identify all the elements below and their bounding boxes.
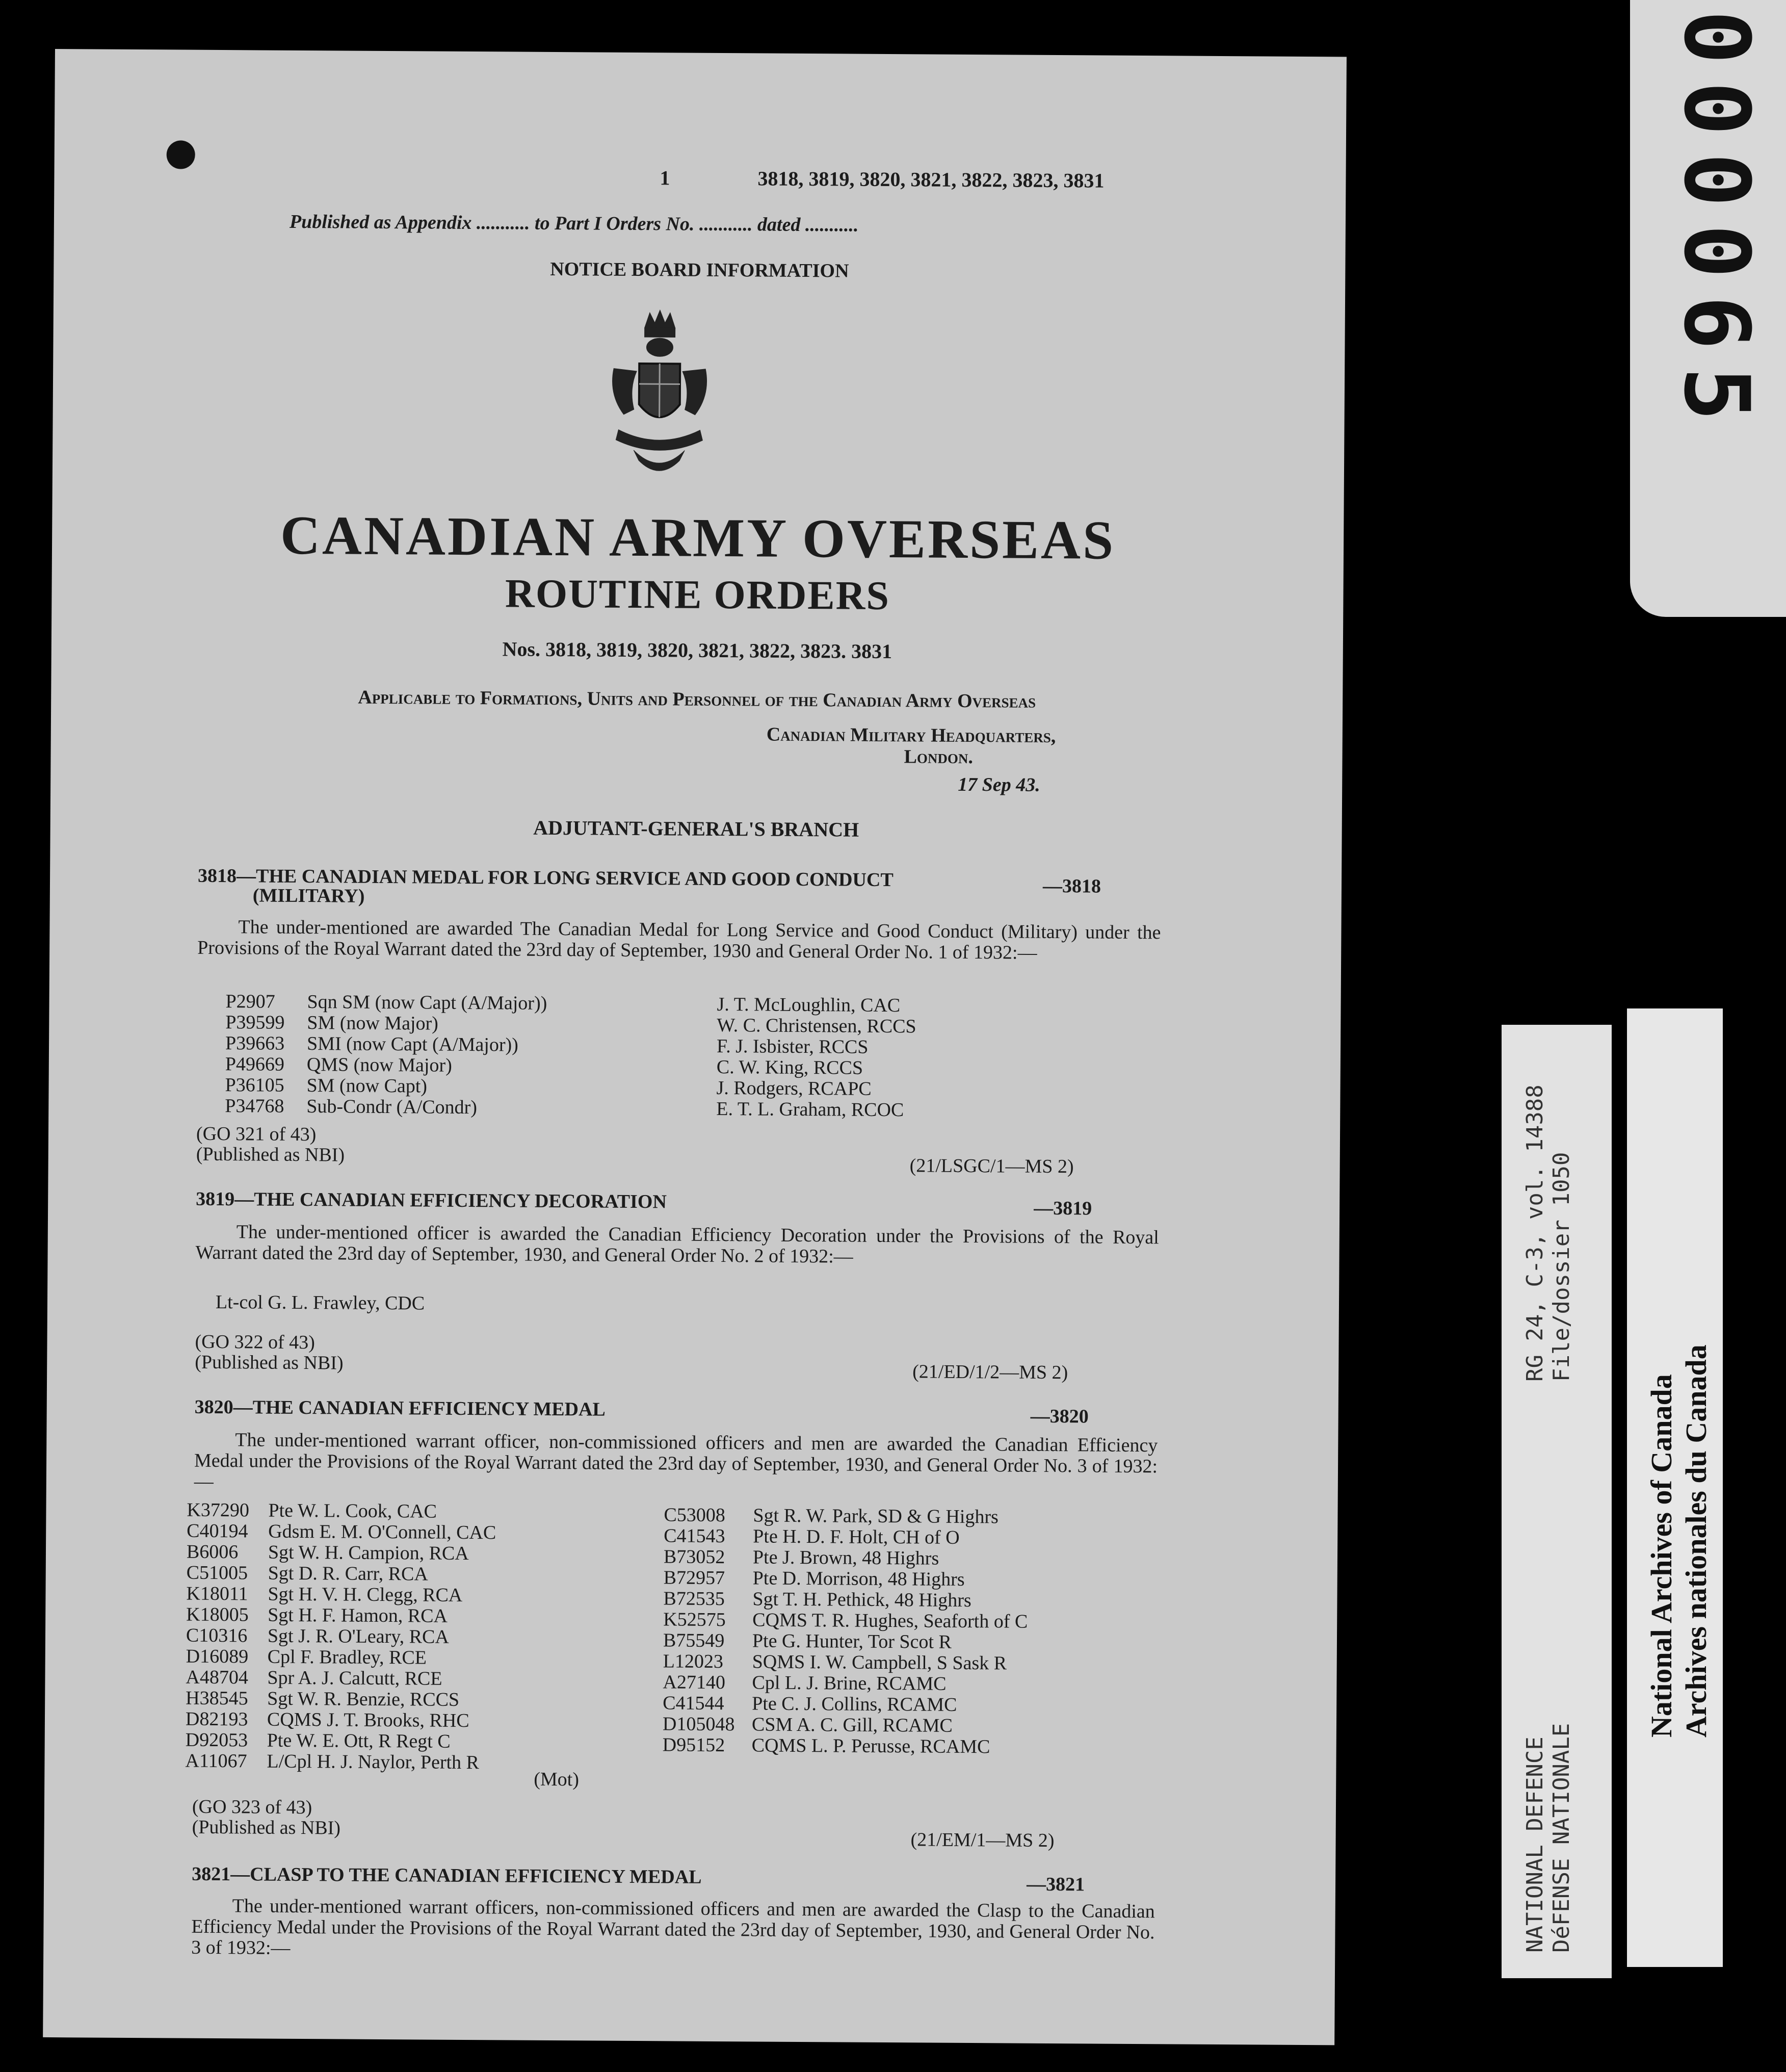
list-item — [225, 1075, 427, 1097]
awardee-name: CQMS T. R. Hughes, Seaforth of C — [752, 1609, 1028, 1633]
list-item — [663, 1609, 1028, 1632]
hq-line-1: Canadian Military Headquarters, — [766, 723, 1056, 747]
service-number: P39599 — [225, 1012, 285, 1033]
national-archives-strip — [1627, 1008, 1723, 1967]
rank: Sub-Condr (A/Condr) — [306, 1096, 478, 1119]
list-item — [186, 1646, 427, 1669]
section-title: 3821—CLASP TO THE CANADIAN EFFICIENCY MEDAL — [192, 1863, 702, 1888]
awardee-name: Cpl F. Bradley, RCE — [267, 1646, 427, 1669]
awardee-name: CQMS L. P. Perusse, RCAMC — [751, 1734, 990, 1758]
section-title-cont: (MILITARY) — [252, 885, 365, 907]
service-number: K52575 — [663, 1609, 726, 1631]
service-number: A48704 — [186, 1666, 249, 1689]
service-number: P49669 — [225, 1053, 285, 1075]
go-reference: (GO 322 of 43) — [195, 1331, 315, 1354]
published-note: (Published as NBI) — [195, 1351, 344, 1374]
awardee-name: Sgt W. H. Campion, RCA — [268, 1541, 469, 1565]
list-item — [225, 1096, 477, 1118]
section-ref: —3818 — [1042, 875, 1101, 897]
list-item — [186, 1730, 451, 1752]
service-number: C40194 — [187, 1520, 248, 1542]
awardee: Lt-col G. L. Frawley, CDC — [215, 1291, 425, 1314]
archive-reference-line-2: File/dossier 1050 — [1548, 1152, 1574, 1382]
awardee-name: Sgt H. V. H. Clegg, RCA — [268, 1583, 463, 1606]
section-ref: —3819 — [1034, 1197, 1092, 1220]
service-number: A27140 — [663, 1671, 726, 1694]
awardee-name: SQMS I. W. Campbell, S Sask R — [752, 1651, 1007, 1674]
hq-line-2: London. — [904, 746, 974, 768]
list-item — [225, 1033, 518, 1056]
section-ref: —3820 — [1030, 1405, 1089, 1428]
service-number: B72957 — [663, 1567, 725, 1589]
awardee-name: CQMS J. T. Brooks, RHC — [267, 1708, 469, 1732]
mot-note: (Mot) — [534, 1768, 580, 1791]
go-reference: (GO 321 of 43) — [196, 1123, 317, 1146]
awardee-name: W. C. Christensen, RCCS — [717, 1014, 916, 1038]
list-item — [664, 1546, 939, 1569]
national-defence-label: NATIONAL DEFENCE — [1522, 1737, 1548, 1953]
list-item — [187, 1521, 496, 1544]
order-numbers-header: 3818, 3819, 3820, 3821, 3822, 3823, 3831 — [757, 167, 1105, 192]
list-item — [663, 1714, 953, 1736]
list-item — [663, 1672, 946, 1694]
service-number: B72535 — [663, 1588, 725, 1610]
section-paragraph: The under-mentioned officer is awarded the Canadian Efficiency Decoration under the Provisions of the Royal Warrant dated the 23rd day of September, 1930, and General Order No. 2 of 1932:— — [195, 1221, 1159, 1267]
service-number: D95152 — [662, 1734, 725, 1756]
section-title: 3820—THE CANADIAN EFFICIENCY MEDAL — [194, 1396, 606, 1420]
awardee-name: Sgt D. R. Carr, RCA — [268, 1562, 428, 1585]
national-defence-strip — [1502, 1025, 1612, 1978]
awardee-name: CSM A. C. Gill, RCAMC — [751, 1714, 953, 1737]
awardee-name: Cpl L. J. Brine, RCAMC — [752, 1672, 947, 1695]
file-reference: (21/LSGC/1—MS 2) — [909, 1155, 1074, 1178]
list-item — [225, 1054, 452, 1076]
list-item — [664, 1505, 999, 1527]
list-item — [186, 1688, 459, 1711]
awardee-name: J. Rodgers, RCAPC — [716, 1077, 872, 1100]
service-number: C51005 — [186, 1562, 248, 1584]
service-number: P39663 — [225, 1032, 285, 1054]
awardee-name: L/Cpl H. J. Naylor, Perth R — [267, 1750, 480, 1774]
service-number: K18005 — [186, 1603, 249, 1626]
service-number: P2907 — [225, 991, 275, 1013]
list-item — [187, 1500, 437, 1522]
service-number: D82193 — [185, 1708, 248, 1730]
list-item — [663, 1651, 1007, 1674]
published-note: (Published as NBI) — [196, 1143, 345, 1166]
list-item — [225, 1012, 438, 1034]
service-number: D16089 — [186, 1645, 249, 1668]
defense-nationale-label: DéFENSE NATIONALE — [1548, 1723, 1574, 1953]
list-item — [186, 1584, 462, 1606]
service-number: L12023 — [663, 1650, 724, 1673]
punch-hole — [167, 140, 195, 169]
rank: SM (now Major) — [307, 1012, 439, 1034]
service-number: A11067 — [185, 1750, 247, 1772]
service-number: K37290 — [187, 1499, 250, 1521]
rank: QMS (now Major) — [306, 1054, 452, 1076]
applicable-line: Applicable to Formations, Units and Personnel of the Canadian Army Overseas — [358, 686, 1036, 712]
service-number: C53008 — [664, 1504, 725, 1526]
list-item — [187, 1563, 428, 1585]
list-item — [663, 1734, 990, 1757]
awardee-name: Sgt W. R. Benzie, RCCS — [267, 1688, 460, 1711]
awardee-name: Gdsm E. M. O'Connell, CAC — [268, 1520, 496, 1544]
awardee-name: Pte W. L. Cook, CAC — [268, 1499, 437, 1522]
list-item — [663, 1693, 957, 1716]
service-number: C10316 — [186, 1624, 248, 1647]
awardee-name: F. J. Isbister, RCCS — [716, 1035, 869, 1058]
awardee-name: Pte C. J. Collins, RCAMC — [752, 1693, 957, 1716]
awardee-name: E. T. L. Graham, RCOC — [716, 1098, 904, 1121]
section-title: 3818—THE CANADIAN MEDAL FOR LONG SERVICE AND GOOD CONDUCT — [197, 865, 894, 891]
list-item — [186, 1667, 442, 1690]
service-number: C41544 — [663, 1692, 724, 1715]
service-number: P34768 — [225, 1095, 284, 1117]
awardee-name: Pte D. Morrison, 48 Highrs — [752, 1567, 965, 1590]
service-number: D92053 — [185, 1729, 248, 1751]
section-paragraph: The under-mentioned are awarded The Canadian Medal for Long Service and Good Conduct (Military) under the Provisions of the Royal Warrant dated the 23rd day of September, 1930 and General Order No. 1 of 1932:— — [197, 916, 1161, 964]
rank: SM (now Capt) — [306, 1075, 428, 1097]
archives-nationales-label: Archives nationales du Canada — [1679, 1344, 1713, 1738]
list-item — [225, 991, 547, 1014]
main-subtitle: ROUTINE ORDERS — [505, 571, 890, 619]
branch-heading: ADJUTANT-GENERAL'S BRANCH — [533, 816, 859, 841]
rank: Sqn SM (now Capt (A/Major)) — [307, 991, 547, 1014]
section-paragraph: The under-mentioned warrant officers, non-commissioned officers and men are awarded the Clasp to the Canadian Efficiency Medal under the Provisions of the Royal Warrant dated the 23rd day of September, 1930, and General Order No. 3 of 1932:— — [191, 1895, 1155, 1959]
service-number: K18011 — [186, 1583, 248, 1605]
notice-board-heading: NOTICE BOARD INFORMATION — [550, 258, 849, 282]
service-number: B6006 — [186, 1541, 239, 1563]
published-note: (Published as NBI) — [192, 1816, 341, 1839]
list-item — [186, 1709, 469, 1731]
page-number: 1 — [660, 166, 670, 190]
awardee-name: C. W. King, RCCS — [716, 1056, 863, 1079]
file-reference: (21/ED/1/2—MS 2) — [912, 1361, 1068, 1384]
awardee-name: Sgt J. R. O'Leary, RCA — [267, 1625, 450, 1648]
awardee-name: Pte G. Hunter, Tor Scot R — [752, 1630, 952, 1653]
national-archives-label: National Archives of Canada — [1645, 1374, 1678, 1738]
awardee-name: Pte H. D. F. Holt, CH of O — [753, 1525, 960, 1548]
awardee-name: Sgt T. H. Pethick, 48 Highrs — [752, 1588, 971, 1612]
service-number: B75549 — [663, 1629, 725, 1652]
awardee-name: Sgt R. W. Park, SD & G Highrs — [753, 1505, 999, 1528]
list-item — [663, 1630, 952, 1652]
file-reference: (21/EM/1—MS 2) — [910, 1829, 1055, 1852]
list-item — [664, 1567, 965, 1590]
service-number: B73052 — [663, 1546, 725, 1568]
service-number: H38545 — [186, 1687, 248, 1710]
service-number: P36105 — [225, 1074, 284, 1096]
awardee-name: J. T. McLoughlin, CAC — [717, 993, 901, 1017]
list-item — [186, 1604, 448, 1627]
section-title: 3819—THE CANADIAN EFFICIENCY DECORATION — [196, 1188, 667, 1213]
coat-of-arms-emblem — [603, 307, 716, 491]
rank: SMI (now Capt (A/Major)) — [306, 1033, 518, 1056]
awardee-name: Pte J. Brown, 48 Highrs — [752, 1546, 939, 1569]
awardee-name: Pte W. E. Ott, R Regt C — [267, 1729, 451, 1752]
list-item — [187, 1542, 469, 1564]
main-title: CANADIAN ARMY OVERSEAS — [280, 505, 1116, 571]
document-page — [43, 49, 1347, 2045]
section-paragraph: The under-mentioned warrant officer, non-commissioned officers and men are awarded the Canadian Efficiency Medal under the Provisions of the Royal Warrant dated the 23rd day of September, 1930, and General Order No. 3 of 1932:— — [194, 1429, 1158, 1492]
order-date: 17 Sep 43. — [958, 773, 1040, 796]
awardee-name: Sgt H. F. Hamon, RCA — [268, 1604, 448, 1627]
appendix-line: Published as Appendix ........... to Part I Orders No. ........... dated ........... — [289, 211, 859, 236]
go-reference: (GO 323 of 43) — [192, 1796, 312, 1819]
service-number: D105048 — [662, 1713, 735, 1736]
archive-reference-line-1: RG 24, C-3, vol. 14388 — [1522, 1084, 1548, 1382]
list-item — [663, 1588, 971, 1611]
section-ref: —3821 — [1026, 1873, 1085, 1896]
list-item — [664, 1525, 960, 1548]
list-item — [186, 1625, 449, 1648]
awardee-name: Spr A. J. Calcutt, RCE — [267, 1667, 442, 1690]
order-numbers-line: Nos. 3818, 3819, 3820, 3821, 3822, 3823. 3831 — [502, 637, 892, 663]
frame-number-stamp: 000065 — [1664, 10, 1769, 438]
service-number: C41543 — [664, 1525, 725, 1547]
list-item — [185, 1751, 479, 1774]
